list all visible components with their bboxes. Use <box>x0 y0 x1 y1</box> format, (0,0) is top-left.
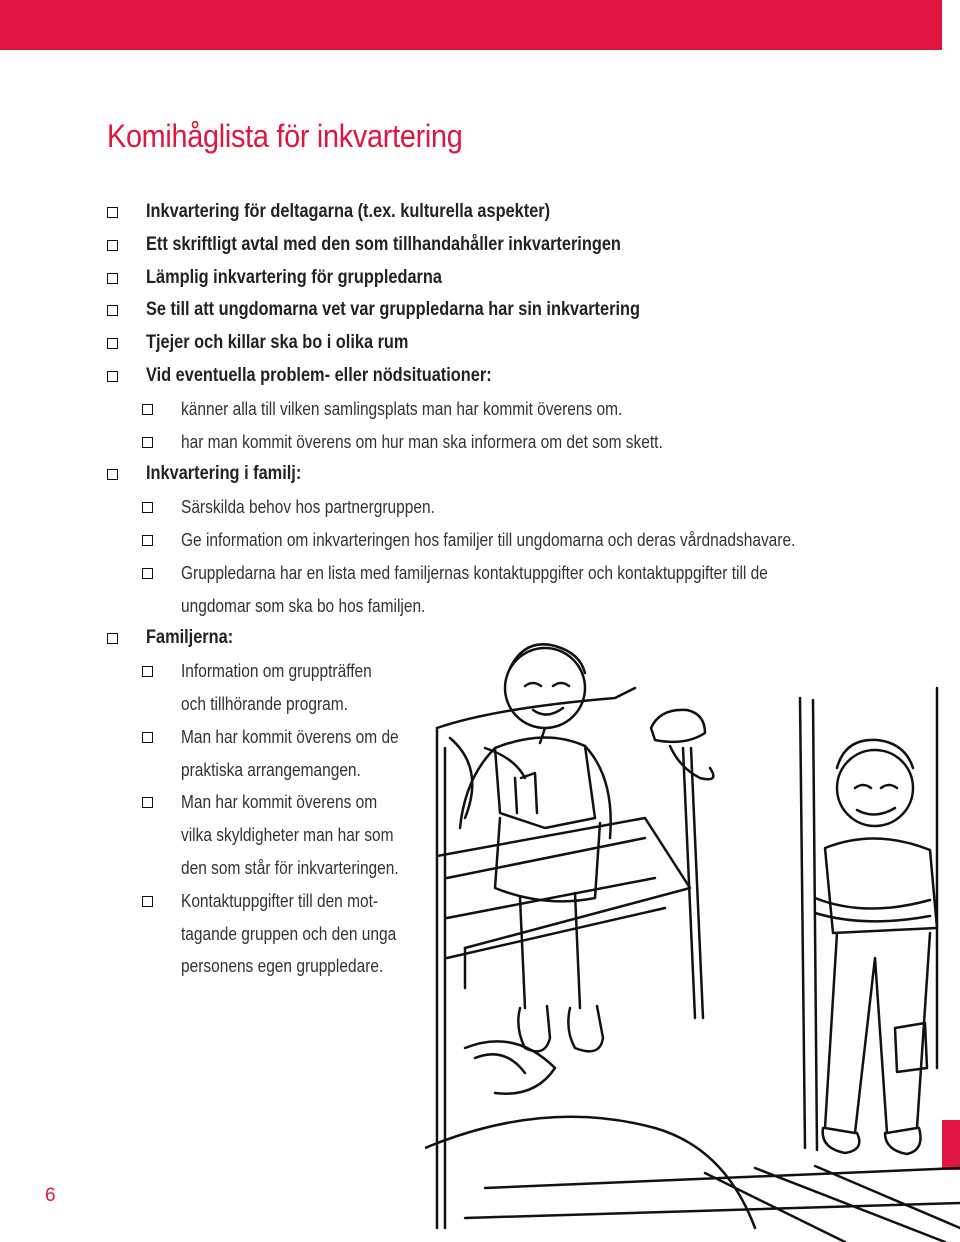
checklist-item-text: Ett skriftligt avtal med den som tillhandahåller inkvarteringen <box>146 233 621 255</box>
checklist-item-text: Familjerna: <box>146 627 234 649</box>
checkbox-icon <box>142 535 153 546</box>
checklist-item-continuation: och tillhörande program. <box>181 694 348 714</box>
checkbox-icon <box>107 633 118 644</box>
checklist-item-text: känner alla till vilken samlingsplats man har kommit överens om. <box>181 398 623 419</box>
checklist-item-text: Man har kommit överens om <box>181 792 378 813</box>
checklist-item-text: Vid eventuella problem- eller nödsituationer: <box>146 365 492 386</box>
page-title: Komihåglista för inkvartering <box>107 118 463 154</box>
checkbox-icon <box>142 437 153 448</box>
checkbox-icon <box>142 666 153 677</box>
checkbox-icon <box>142 732 153 743</box>
checkbox-icon <box>107 273 118 284</box>
checkbox-icon <box>107 240 118 251</box>
checklist-item-text: Kontaktuppgifter till den mot- <box>181 890 379 911</box>
checkbox-icon <box>142 896 153 907</box>
top-color-band <box>0 0 942 50</box>
checklist-item-text: Gruppledarna har en lista med familjernas kontaktuppgifter och kontaktuppgifter till de <box>181 562 768 583</box>
checklist-item-continuation: tagande gruppen och den unga <box>181 923 397 944</box>
checklist-item-text: Inkvartering i familj: <box>146 463 302 485</box>
checklist-item-text: Man har kommit överens om de <box>181 726 399 747</box>
checklist-item-text: Tjejer och killar ska bo i olika rum <box>146 332 409 354</box>
page-number: 6 <box>45 1185 56 1206</box>
checkbox-icon <box>107 305 118 316</box>
checklist-item-text: har man kommit överens om hur man ska informera om det som skett. <box>181 431 663 452</box>
checkbox-icon <box>142 502 153 513</box>
checklist-item-continuation: praktiska arrangemangen. <box>181 759 361 780</box>
checklist-item-continuation: den som står för inkvarteringen. <box>181 858 399 878</box>
checklist-item-continuation: personens egen gruppledare. <box>181 956 384 977</box>
checkbox-icon <box>142 568 153 579</box>
checklist-item-continuation: vilka skyldigheter man har som <box>181 825 394 846</box>
cartoon-illustration <box>425 628 960 1242</box>
checkbox-icon <box>142 404 153 415</box>
checklist-item-text: Se till att ungdomarna vet var gruppledarna har sin inkvartering <box>146 299 640 321</box>
checklist-item-text: Inkvartering för deltagarna (t.ex. kulturella aspekter) <box>146 201 551 222</box>
checklist-item-text: Särskilda behov hos partnergruppen. <box>181 497 435 518</box>
checkbox-icon <box>107 371 118 382</box>
checkbox-icon <box>142 797 153 808</box>
checkbox-icon <box>107 207 118 218</box>
checklist-item-text: Information om gruppträffen <box>181 661 372 682</box>
checkbox-icon <box>107 469 118 480</box>
checkbox-icon <box>107 338 118 349</box>
checklist-item-text: Lämplig inkvartering för gruppledarna <box>146 266 442 288</box>
checklist-item-continuation: ungdomar som ska bo hos familjen. <box>181 595 426 616</box>
checklist-item-text: Ge information om inkvarteringen hos familjer till ungdomarna och deras vårdnadshavare. <box>181 530 796 550</box>
